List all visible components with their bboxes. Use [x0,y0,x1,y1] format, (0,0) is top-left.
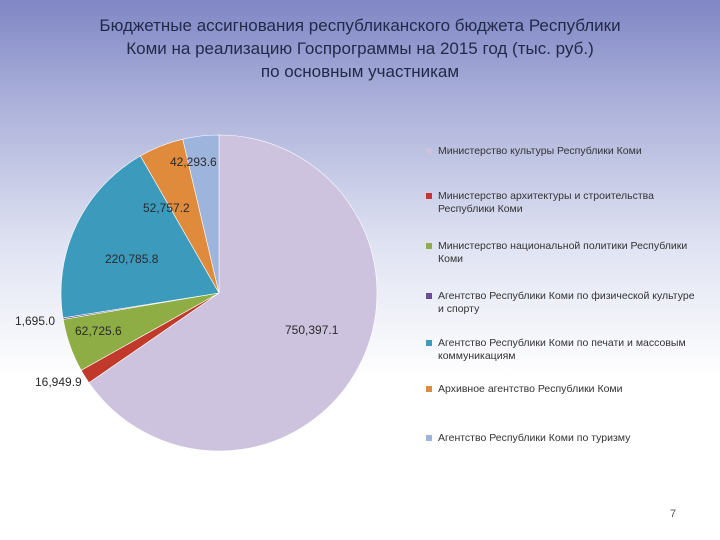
legend-label: Министерство культуры Республики Коми [438,145,642,157]
legend-item [426,383,696,396]
legend-swatch [426,340,432,346]
legend-swatch [426,193,432,199]
legend-label: Агентство Республики Коми по печати и массовым коммуникациям [438,337,686,362]
legend-swatch [426,435,432,441]
legend-label: Архивное агентство Республики Коми [438,383,623,395]
legend-item [426,290,696,316]
legend-swatch [426,293,432,299]
page-number: 7 [670,508,677,520]
legend-swatch [426,148,432,154]
data-label: 62,725.6 [75,324,122,338]
data-label: 1,695.0 [15,314,56,328]
legend-label: Агентство Республики Коми по физической культуре и спорту [438,290,695,315]
data-label: 52,757.2 [143,201,190,215]
legend-item [426,240,696,266]
legend-item [426,145,696,158]
legend-swatch [426,386,432,392]
legend-swatch [426,243,432,249]
legend-label: Министерство национальной политики Республики Коми [438,240,688,265]
data-label: 42,293.6 [170,155,217,169]
data-label: 220,785.8 [105,252,159,266]
legend-label: Агентство Республики Коми по туризму [438,432,631,444]
legend-label: Министерство архитектуры и строительства Республики Коми [438,190,654,215]
chart-title-line-2: Коми на реализацию Госпрограммы на 2015 год (тыс. руб.) [126,39,594,58]
chart-title-line-1: Бюджетные ассигнования республиканского бюджета Республики [99,16,621,35]
legend-item [426,432,696,445]
chart-title-line-3: по основным участникам [260,62,460,81]
legend-item [426,337,696,363]
data-label: 16,949.9 [35,375,82,389]
legend-item [426,190,696,216]
data-label: 750,397.1 [285,323,339,337]
